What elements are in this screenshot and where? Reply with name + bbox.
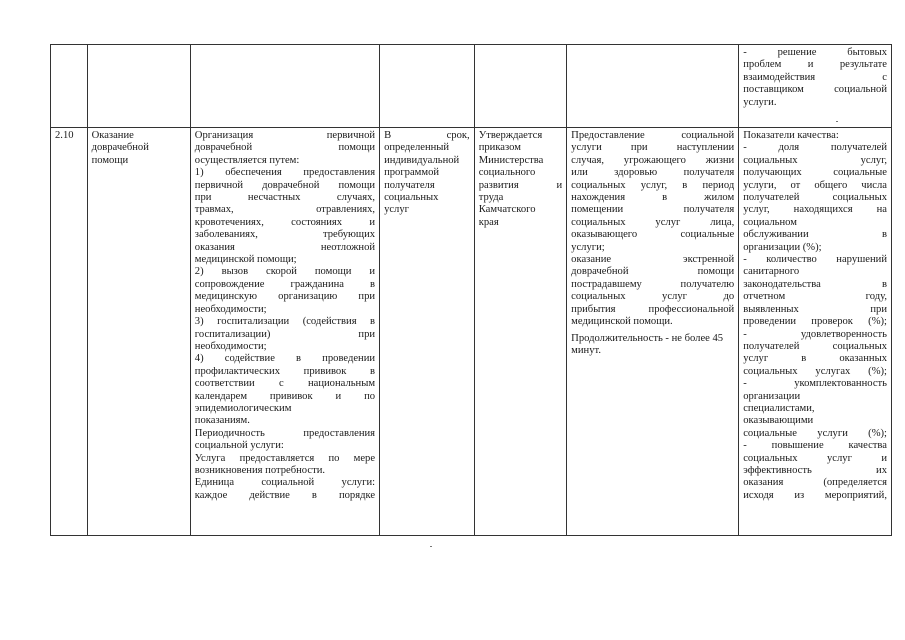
text-line: обслуживании в — [743, 229, 887, 241]
text-line: социальных услуг лица, — [571, 216, 735, 228]
text-line: заболеваниях, требующих — [194, 229, 376, 241]
service-conditions — [567, 128, 739, 536]
text-line: помещении получателя — [571, 204, 735, 216]
text-line: социальные услуги (%); — [743, 427, 887, 439]
table-row-previous — [51, 45, 892, 128]
text-line: края — [478, 216, 499, 228]
text-line: медицинскую организацию при — [194, 291, 376, 303]
text-line: - доля получателей — [743, 142, 887, 154]
scan-speck — [836, 121, 838, 122]
text-line: проблем и результате — [743, 59, 887, 71]
text-line: санитарного — [743, 266, 800, 278]
text-line: доврачебной — [91, 142, 149, 154]
text-line: доврачебной помощи — [194, 142, 376, 154]
text-line: взаимодействия с — [743, 71, 887, 83]
text-line: 3) госпитализации (содействия в — [194, 316, 376, 328]
text-line: Услуга предоставляется по мере — [194, 452, 376, 464]
text-line: проведении проверок (%); — [743, 316, 887, 328]
text-line: доврачебной помощи — [571, 266, 735, 278]
text-line: прибытия профессиональной — [571, 303, 735, 315]
text-line: оказание экстренной — [571, 254, 735, 266]
text-line: показаниям. — [194, 415, 250, 427]
text-line: услуги при наступлении — [571, 142, 735, 154]
text-line: услуги; — [571, 241, 605, 253]
text-line: помощи — [91, 154, 129, 166]
text-line: медицинской помощи; — [194, 254, 297, 266]
text-line: социального — [478, 167, 536, 179]
text-line: специалистами, — [743, 402, 815, 414]
text-line: Оказание — [91, 130, 134, 141]
conditions-text — [571, 130, 734, 329]
text-line: при несчастных случаях, — [194, 192, 376, 204]
text-line: социальных услугах (%); — [743, 365, 887, 377]
cell-previous-indicators — [739, 45, 892, 128]
text-line: оказания (определяется — [743, 477, 887, 489]
text-line: определенный — [384, 142, 450, 154]
text-line: осуществляется путем: — [194, 154, 300, 166]
text-line: услуги. — [743, 96, 777, 108]
text-line: организации (%); — [743, 241, 822, 253]
service-description — [190, 128, 379, 536]
text-line: 2) вызов скорой помощи и — [194, 266, 376, 278]
text-line: Показатели качества: — [743, 130, 839, 141]
text-line: Единица социальной услуги: — [194, 477, 376, 489]
text-line: социальном — [743, 216, 797, 228]
text-line: получателей социальных — [743, 340, 887, 352]
text-line: - укомплектованность — [743, 378, 887, 390]
text-line: оказывающего социальные — [571, 229, 735, 241]
services-table — [50, 44, 892, 536]
text-line: необходимости; — [194, 303, 267, 315]
text-line: услуг в оказанных — [743, 353, 887, 365]
text-line: В срок, — [384, 130, 470, 141]
service-name — [87, 128, 190, 536]
text-line: эпидемиологическим — [194, 402, 292, 414]
text-line: услуг — [384, 204, 409, 216]
text-line: социальной услуги: — [194, 440, 284, 452]
text-line: первичной доврачебной помощи — [194, 179, 376, 191]
text-line: получателя — [384, 179, 435, 191]
text-line: услуг, находящихся на — [743, 204, 887, 216]
text-line: Министерства — [478, 154, 544, 166]
text-line: исходя из мероприятий, — [743, 489, 887, 501]
text-line: оказывающими — [743, 415, 814, 427]
text-line: организации — [743, 390, 801, 402]
text-line: социальных услуг и — [743, 452, 887, 464]
text-line: случая, угрожающего жизни — [571, 154, 735, 166]
text-line: труда — [478, 192, 504, 204]
text-line: Камчатского — [478, 204, 536, 216]
text-line: - повышение качества — [743, 440, 887, 452]
text-line: травмах, отравлениях, — [194, 204, 376, 216]
text-line: получателей социальных — [743, 192, 887, 204]
text-line: соответствии с национальным — [194, 378, 376, 390]
text-line: индивидуальной — [384, 154, 460, 166]
text-line: медицинской помощи. — [571, 316, 673, 328]
text-line: социальных — [384, 192, 439, 204]
service-number-text: 2.10 — [55, 130, 74, 141]
text-line: Утверждается — [478, 130, 543, 141]
duration-text: Продолжительность - не более 45 минут. — [571, 332, 724, 356]
text-line: пострадавшему получателю — [571, 278, 735, 290]
text-line: получающих социальные — [743, 167, 887, 179]
cell-empty — [190, 45, 379, 128]
text-line: нахождения в жилом — [571, 192, 735, 204]
cell-empty — [380, 45, 475, 128]
text-line: - количество нарушений — [743, 254, 887, 266]
text-line: оказания неотложной — [194, 241, 376, 253]
text-line: Организация первичной — [194, 130, 376, 141]
text-line: или здоровью получателя — [571, 167, 735, 179]
text-line: - удовлетворенность — [743, 328, 887, 340]
text-line: отчетном году, — [743, 291, 887, 303]
service-indicators — [739, 128, 892, 536]
text-line: возникновения потребности. — [194, 464, 326, 476]
service-number — [51, 128, 88, 536]
text-line: профилактических прививок в — [194, 365, 376, 377]
text-line: социальных услуг, в период — [571, 179, 735, 191]
text-line: развития и — [478, 179, 563, 191]
text-line: социальных услуг до — [571, 291, 735, 303]
service-tariff — [474, 128, 566, 536]
text-line: необходимости; — [194, 340, 267, 352]
text-line: эффективность их — [743, 464, 887, 476]
cell-empty — [51, 45, 88, 128]
text-line: календарем прививок и по — [194, 390, 376, 402]
text-line: услуги, от общего числа — [743, 179, 887, 191]
text-line: приказом — [478, 142, 521, 154]
text-line: сопровождение гражданина в — [194, 278, 376, 290]
scan-speck — [430, 546, 432, 547]
text-line: Предоставление социальной — [571, 130, 735, 141]
text-line: программой — [384, 167, 440, 179]
text-line: выявленных при — [743, 303, 887, 315]
service-term — [380, 128, 475, 536]
text-line: - решение бытовых — [743, 47, 887, 58]
text-line: Периодичность предоставления — [194, 427, 376, 439]
text-line: каждое действие в порядке — [194, 489, 376, 501]
text-line: 1) обеспечения предоставления — [194, 167, 376, 179]
text-line: поставщиком социальной — [743, 84, 887, 96]
text-line: социальных услуг, — [743, 154, 887, 166]
text-line: госпитализации) при — [194, 328, 376, 340]
table-row-2-10 — [51, 128, 892, 536]
text-line: законодательства в — [743, 278, 887, 290]
cell-empty — [474, 45, 566, 128]
text-line: 4) содействие в проведении — [194, 353, 376, 365]
text-line: кровотечениях, состояниях и — [194, 216, 376, 228]
cell-empty — [567, 45, 739, 128]
cell-empty — [87, 45, 190, 128]
